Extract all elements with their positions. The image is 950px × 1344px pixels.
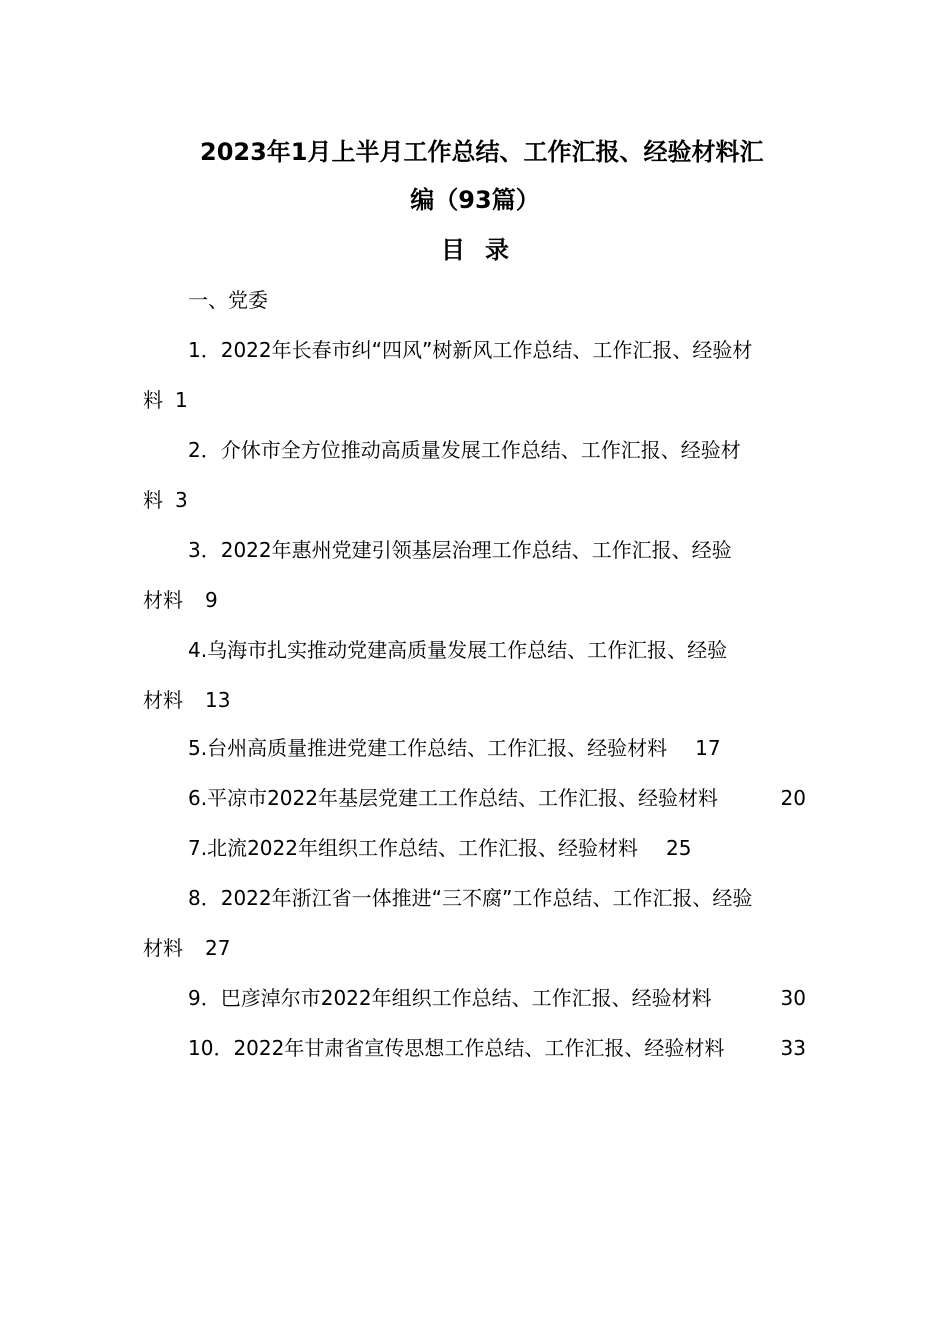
toc-entry-1-page: 1: [175, 388, 188, 412]
toc-entry-3-line-2: [143, 586, 763, 614]
toc-entry-6-title: 6.平凉市2022年基层党建工工作总结、工作汇报、经验材料: [188, 786, 718, 810]
toc-entry-5-page: 17: [695, 736, 721, 760]
toc-entry-9-title: 9．巴彦淖尔市2022年组织工作总结、工作汇报、经验材料: [188, 986, 712, 1010]
toc-entry-3-line-1: 3．2022年惠州党建引领基层治理工作总结、工作汇报、经验: [188, 538, 732, 562]
toc-entry-9-page: 30: [780, 986, 806, 1010]
toc-entry-10: [188, 1034, 806, 1062]
toc-entry-7: [188, 834, 808, 862]
toc-entry-5: [188, 734, 808, 762]
toc-entry-8-line-2: [143, 934, 763, 962]
toc-entry-7-title: 7.北流2022年组织工作总结、工作汇报、经验材料: [188, 836, 638, 860]
toc-entry-6: [188, 784, 806, 812]
toc-entry-6-page: 20: [780, 786, 806, 810]
toc-entry-3-page: 9: [205, 588, 218, 612]
toc-heading: 目录: [441, 236, 529, 264]
toc-entry-9: [188, 984, 806, 1012]
toc-entry-1-continuation: 料: [143, 388, 163, 412]
toc-entry-2-line-2: [143, 486, 763, 514]
document-title-line-1: 2023年1月上半月工作总结、工作汇报、经验材料汇: [200, 138, 764, 166]
toc-entry-5-title: 5.台州高质量推进党建工作总结、工作汇报、经验材料: [188, 736, 668, 760]
toc-entry-4-line-2: [143, 686, 763, 714]
toc-entry-3-continuation: 材料: [143, 588, 183, 612]
toc-entry-1-line-1: 1．2022年长春市纠“四风”树新风工作总结、工作汇报、经验材: [188, 338, 753, 362]
toc-entry-2-page: 3: [175, 488, 188, 512]
toc-entry-1-line-2: [143, 386, 763, 414]
toc-entry-7-page: 25: [665, 836, 692, 860]
toc-entry-10-page: 33: [780, 1036, 806, 1060]
toc-entry-8-line-1: 8．2022年浙江省一体推进“三不腐”工作总结、工作汇报、经验: [188, 886, 753, 910]
toc-entry-8-continuation: 材料: [143, 936, 183, 960]
toc-entry-4-line-1: 4.乌海市扎实推动党建高质量发展工作总结、工作汇报、经验: [188, 638, 728, 662]
toc-entry-2-continuation: 料: [143, 488, 163, 512]
toc-entry-4-continuation: 材料: [143, 688, 183, 712]
toc-entry-10-title: 10．2022年甘肃省宣传思想工作总结、工作汇报、经验材料: [188, 1036, 725, 1060]
document-title-line-2: 编（93篇）: [410, 186, 540, 214]
toc-section-heading: 一、党委: [188, 288, 268, 312]
toc-entry-8-page: 27: [205, 936, 231, 960]
toc-entry-4-page: 13: [205, 688, 231, 712]
toc-entry-2-line-1: 2．介休市全方位推动高质量发展工作总结、工作汇报、经验材: [188, 438, 741, 462]
